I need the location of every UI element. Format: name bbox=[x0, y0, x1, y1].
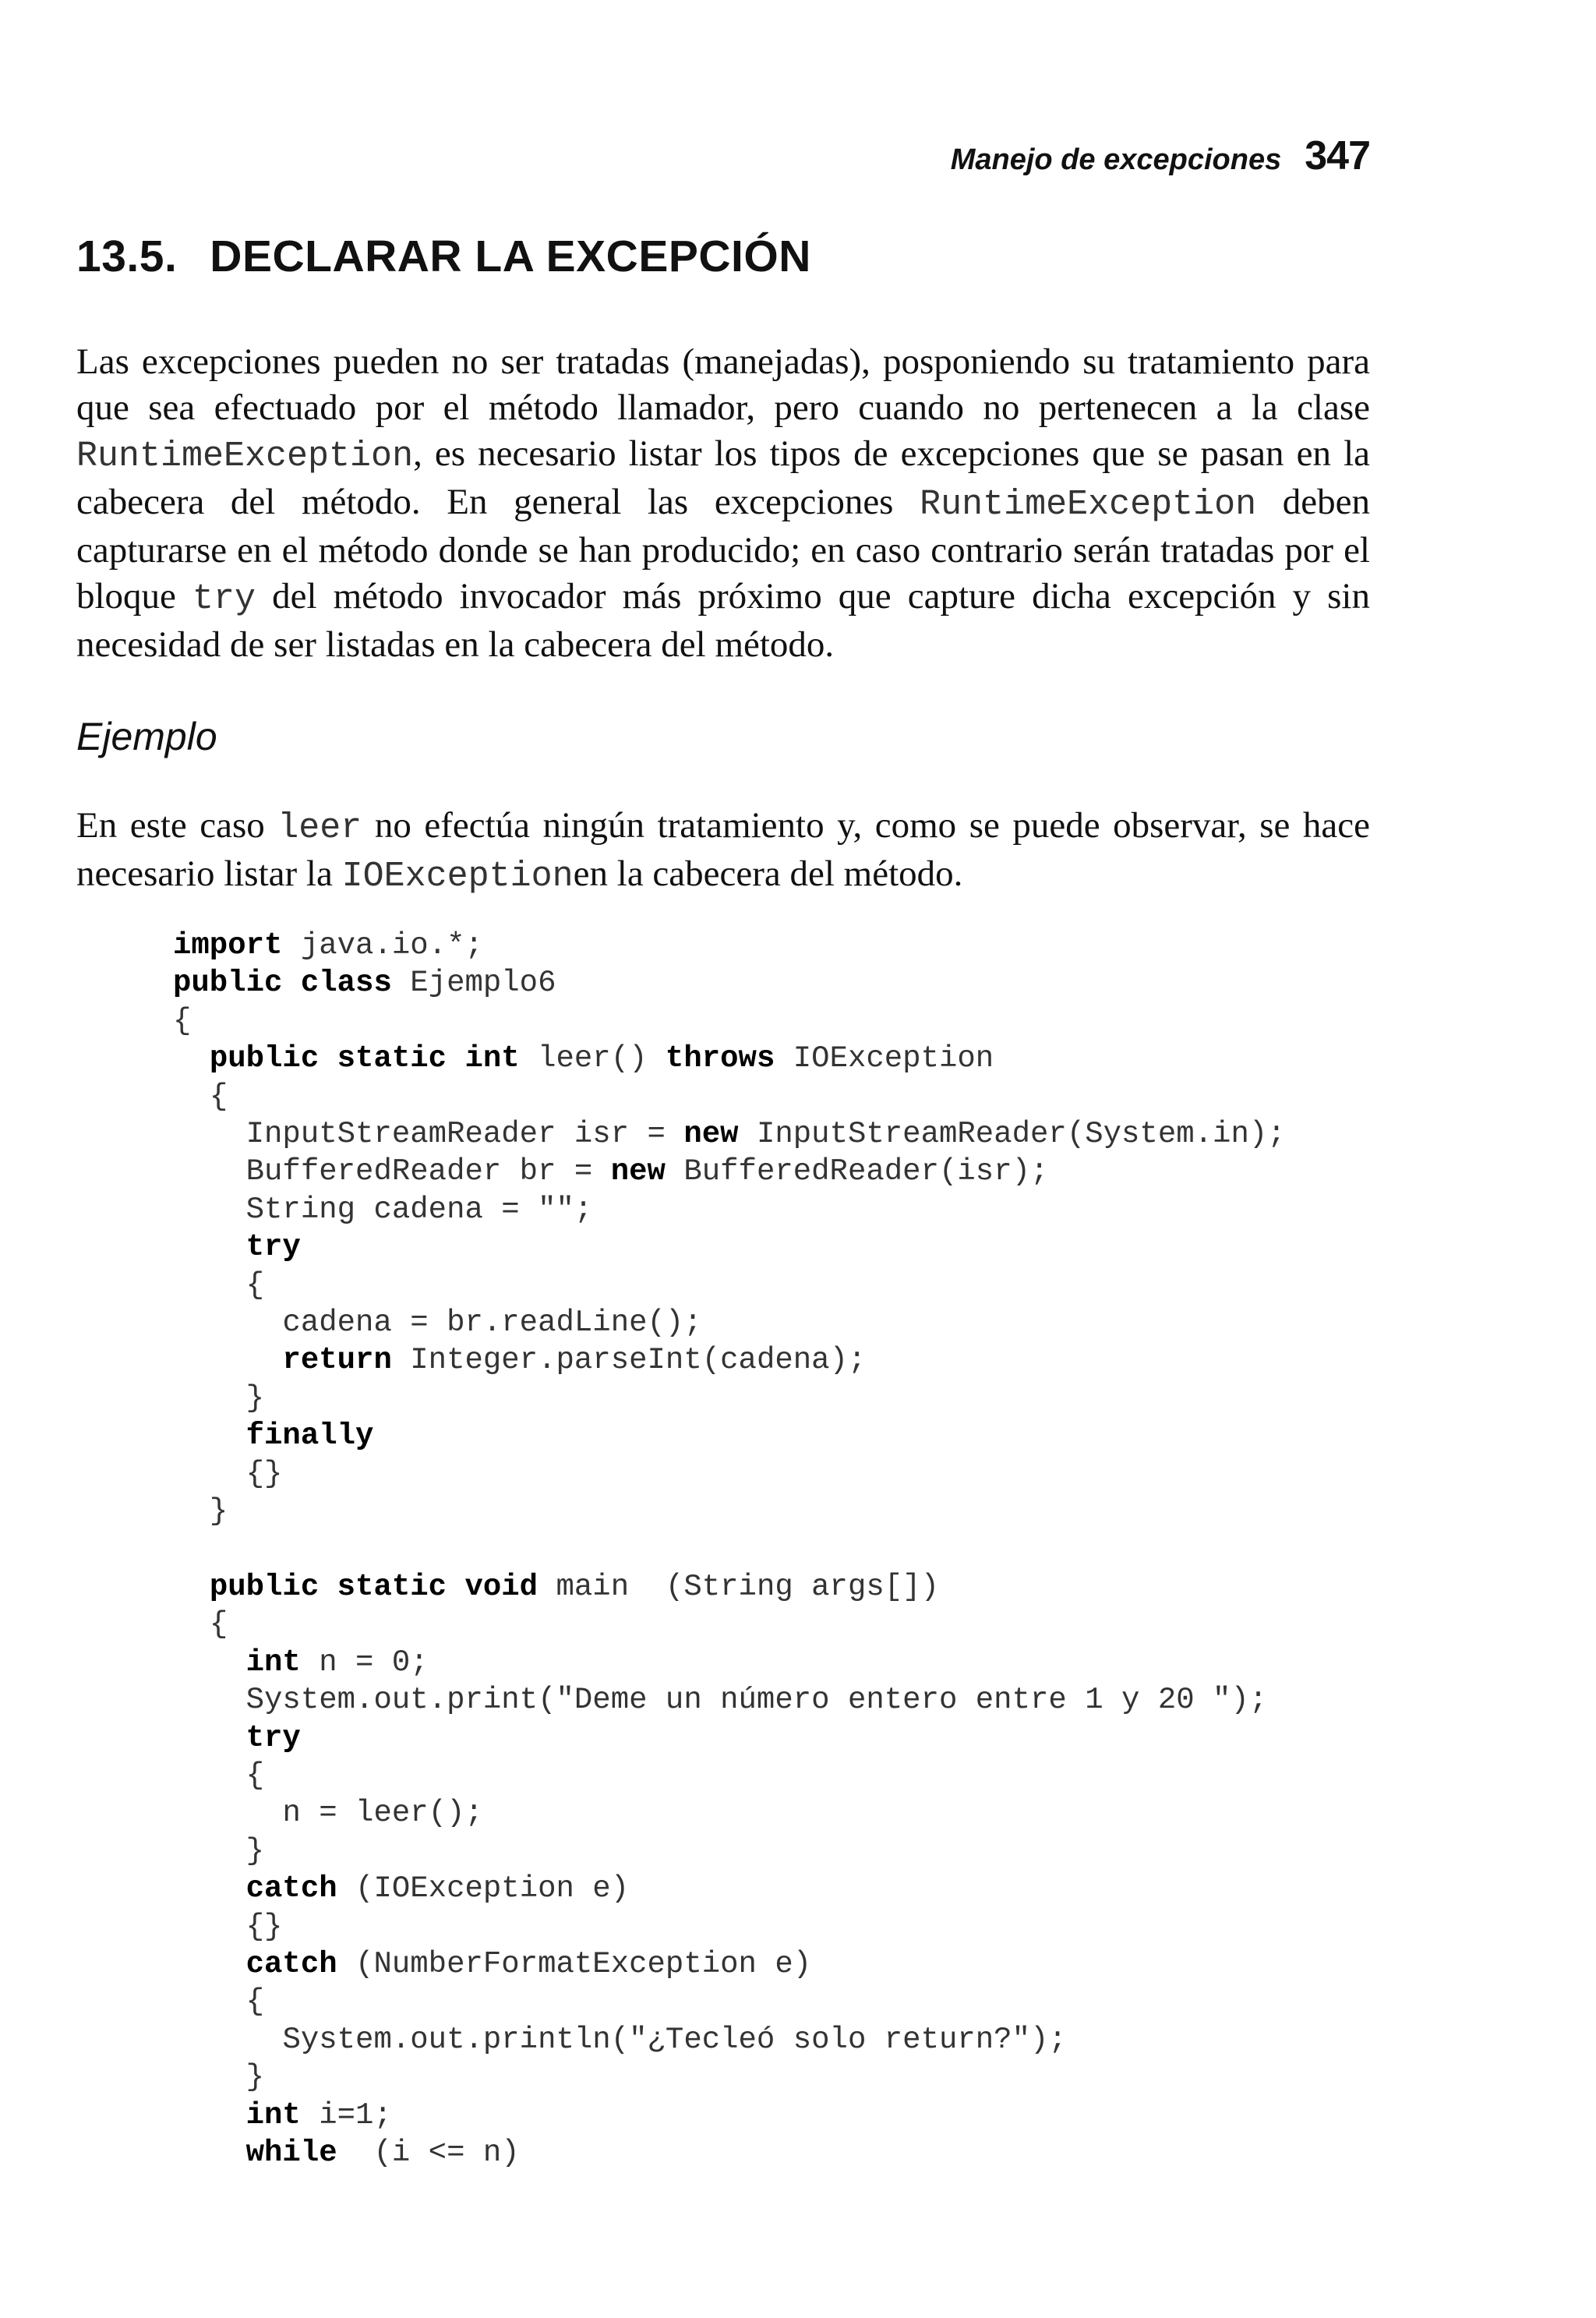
code-text: System.out.println("¿Tecleó solo return?"); bbox=[282, 2022, 1067, 2057]
code-text: BufferedReader br = bbox=[245, 1154, 611, 1189]
text-run: del método invocador más próximo que capture dicha excepción y sin necesidad de ser listadas en la cabecera del método. bbox=[76, 576, 1370, 665]
example-paragraph bbox=[76, 803, 1370, 899]
code-keyword: public static void bbox=[209, 1569, 538, 1604]
section-title bbox=[76, 231, 811, 282]
inline-code: IOException bbox=[341, 857, 574, 896]
code-keyword: catch bbox=[245, 1871, 337, 1906]
example-heading: Ejemplo bbox=[76, 715, 217, 758]
section-number: 13.5. bbox=[76, 231, 178, 281]
code-keyword: try bbox=[245, 1720, 301, 1755]
code-text: String cadena = ""; bbox=[245, 1192, 593, 1227]
code-text: { bbox=[245, 1267, 265, 1302]
code-text: IOException bbox=[775, 1041, 994, 1076]
code-text: InputStreamReader isr = bbox=[245, 1117, 684, 1152]
inline-code: RuntimeException bbox=[920, 485, 1257, 525]
text-run: Las excepciones pueden no ser tratadas (manejadas), posponiendo su tratamiento para que sea efectuado por el método llamador, pero cuando no pertenecen a la clase bbox=[76, 341, 1370, 428]
code-text: BufferedReader(isr); bbox=[665, 1154, 1049, 1189]
running-header bbox=[951, 133, 1370, 179]
code-text: leer() bbox=[519, 1041, 666, 1076]
code-text: } bbox=[245, 1380, 265, 1415]
code-keyword: return bbox=[282, 1343, 392, 1378]
code-text: Ejemplo6 bbox=[391, 966, 556, 1001]
text-run: deben capturarse en el método donde se han producido; en caso contrario serán tratadas por el bloque bbox=[76, 482, 1370, 617]
code-text: InputStreamReader(System.in); bbox=[738, 1117, 1286, 1152]
inline-code: leer bbox=[277, 808, 362, 848]
body-paragraph bbox=[76, 339, 1370, 668]
code-text: {} bbox=[245, 1909, 283, 1944]
code-keyword: public static int bbox=[209, 1041, 520, 1076]
code-text: (i <= n) bbox=[337, 2136, 520, 2170]
code-keyword: import bbox=[173, 928, 283, 963]
code-text: { bbox=[209, 1079, 228, 1114]
text-run: no efectúa ningún tratamiento y, como se puede observar, se hace necesario listar la bbox=[76, 805, 1370, 894]
section-title-text: DECLARAR LA EXCEPCIÓN bbox=[210, 231, 811, 281]
code-text: } bbox=[245, 2060, 265, 2095]
text-run: En este caso bbox=[76, 805, 278, 846]
page-number: 347 bbox=[1305, 133, 1370, 178]
text-run: , es necesario listar los tipos de excepciones que se pasan en la cabecera del método. En general las excepciones bbox=[76, 433, 1370, 522]
inline-code: try bbox=[192, 579, 256, 619]
code-text: { bbox=[245, 1984, 265, 2019]
inline-code: RuntimeException bbox=[76, 436, 414, 476]
code-keyword: int bbox=[245, 2097, 301, 2132]
code-text: (IOException e) bbox=[337, 1871, 630, 1906]
code-keyword: int bbox=[245, 1645, 301, 1680]
code-text: { bbox=[209, 1607, 228, 1642]
code-text: } bbox=[245, 1833, 265, 1868]
text-run: en la cabecera del método. bbox=[573, 853, 963, 894]
code-text: n = 0; bbox=[300, 1645, 429, 1680]
code-keyword: finally bbox=[245, 1419, 374, 1454]
code-text: { bbox=[173, 1003, 192, 1038]
code-text: java.io.*; bbox=[282, 928, 483, 963]
code-text: {} bbox=[245, 1456, 283, 1491]
code-keyword: while bbox=[245, 2136, 337, 2170]
code-text: n = leer(); bbox=[282, 1796, 483, 1831]
code-text: System.out.print("Deme un número entero entre 1 y 20 "); bbox=[245, 1683, 1268, 1718]
code-keyword: catch bbox=[245, 1946, 337, 1981]
code-text: { bbox=[245, 1758, 265, 1793]
code-listing bbox=[173, 927, 1286, 2171]
running-title: Manejo de excepciones bbox=[950, 143, 1282, 176]
code-text: } bbox=[209, 1494, 228, 1529]
code-text: cadena = br.readLine(); bbox=[282, 1306, 702, 1341]
code-keyword: throws bbox=[665, 1041, 775, 1076]
code-keyword: try bbox=[245, 1230, 301, 1265]
code-text: Integer.parseInt(cadena); bbox=[391, 1343, 867, 1378]
code-keyword: new bbox=[610, 1154, 666, 1189]
code-text: (NumberFormatException e) bbox=[337, 1946, 812, 1981]
code-text: i=1; bbox=[300, 2097, 392, 2132]
code-keyword: new bbox=[683, 1117, 739, 1152]
code-keyword: public class bbox=[173, 966, 392, 1001]
code-text: main (String args[]) bbox=[538, 1569, 939, 1604]
